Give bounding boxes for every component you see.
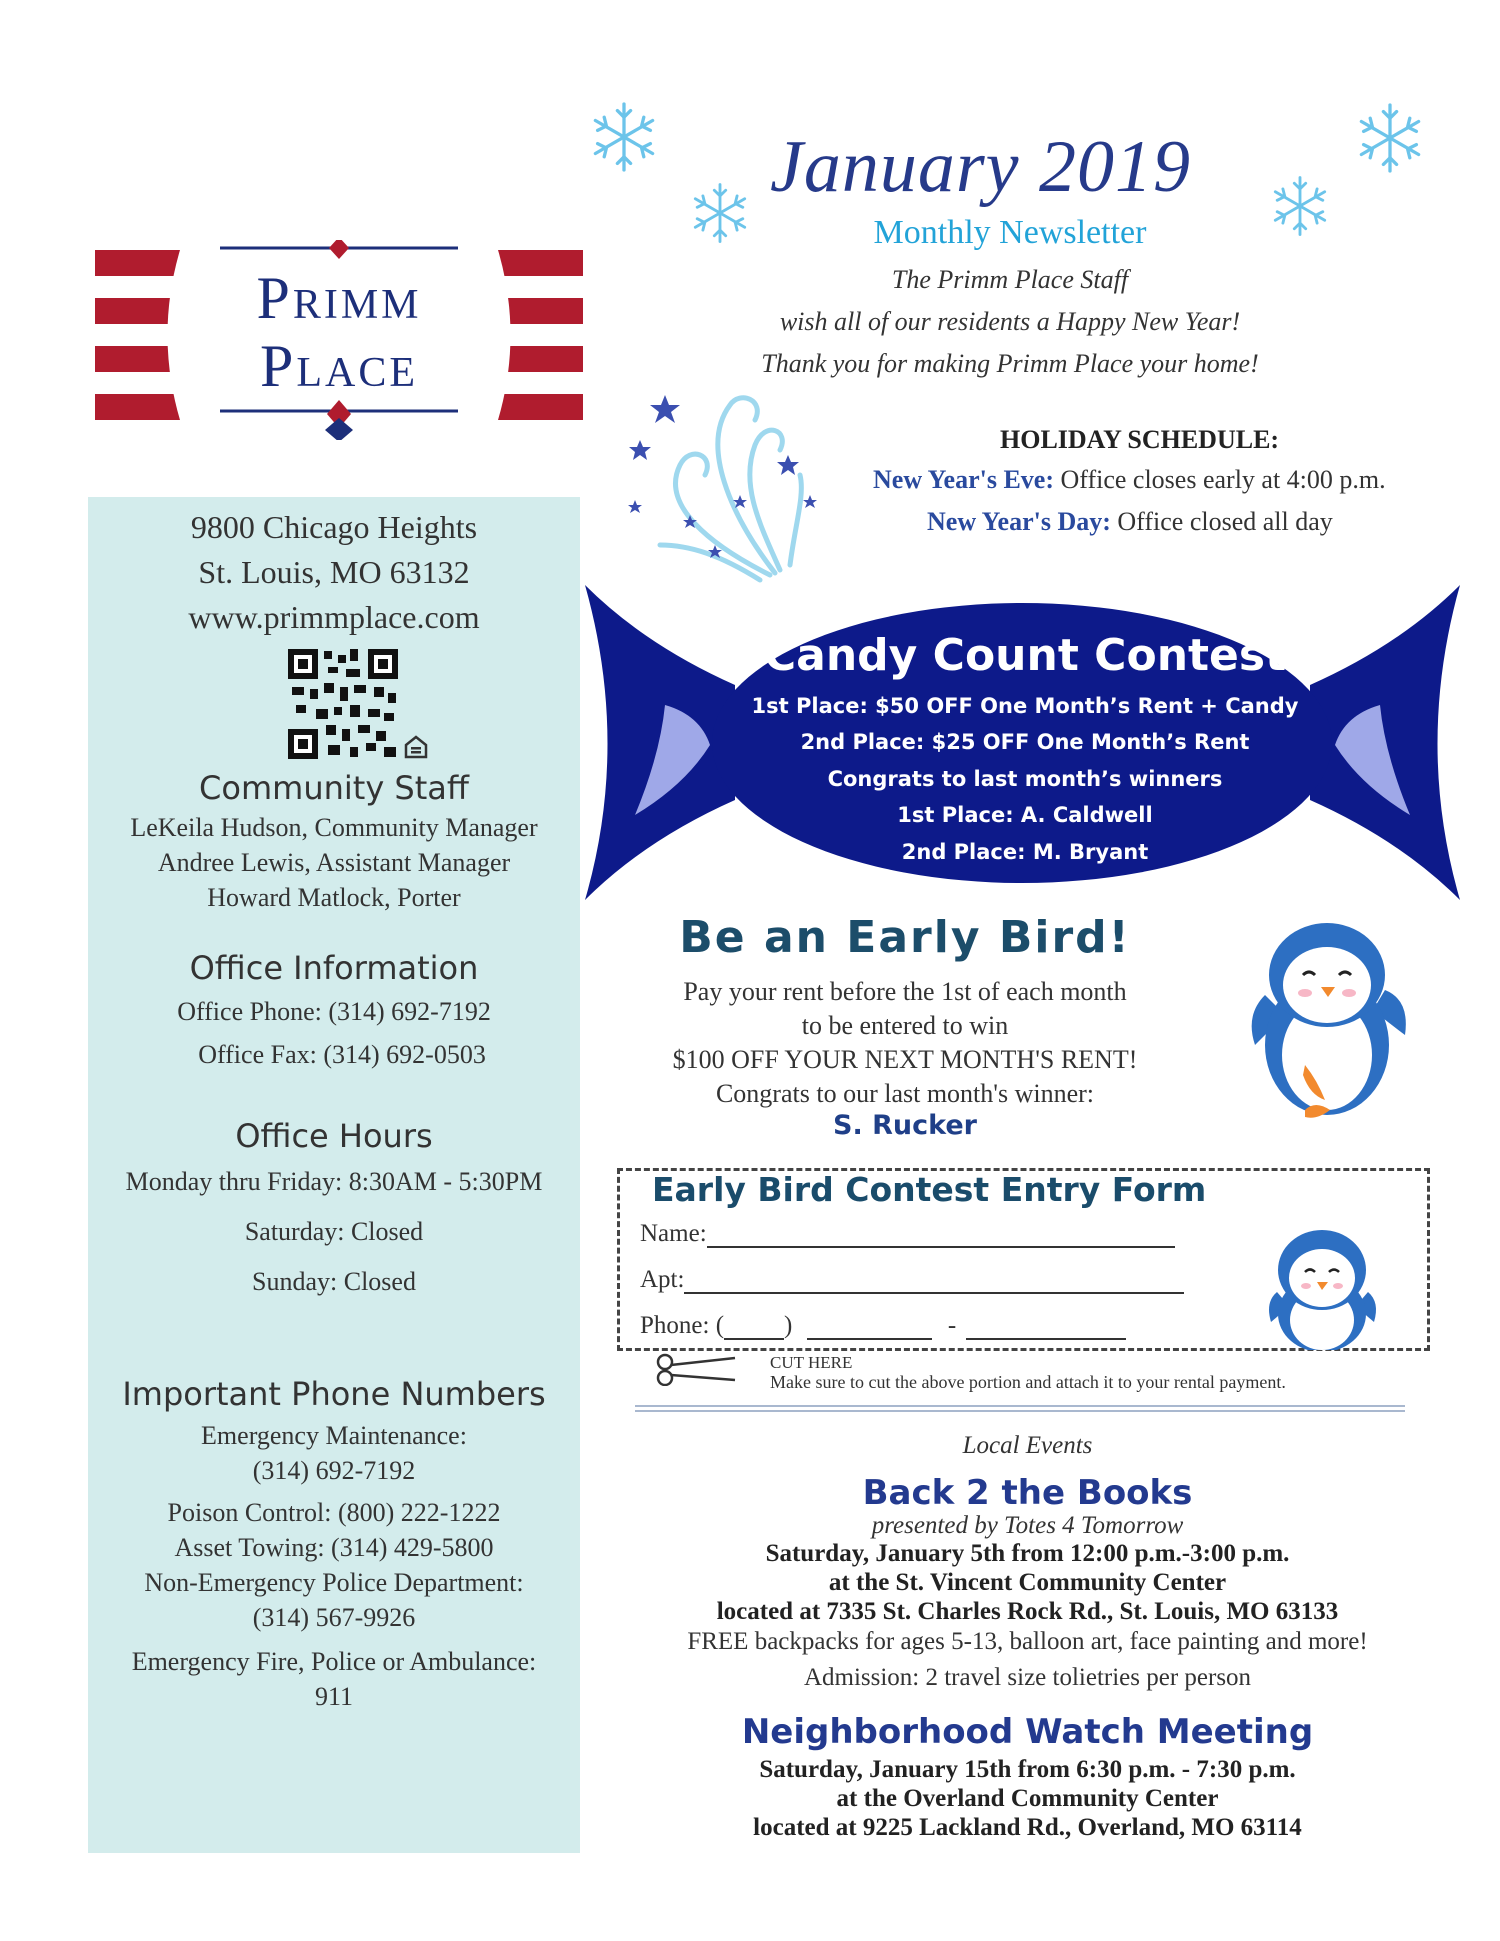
event1-date: Saturday, January 5th from 12:00 p.m.-3:00 p.m. bbox=[765, 1540, 1290, 1567]
fireworks-graphic bbox=[620, 385, 820, 585]
event1-description: FREE backpacks for ages 5-13, balloon art, face painting and more! bbox=[687, 1628, 1368, 1655]
phone-area-field[interactable] bbox=[724, 1316, 784, 1340]
community-staff-heading: Community Staff bbox=[199, 769, 469, 807]
cut-here-note: Make sure to cut the above portion and attach it to your rental payment. bbox=[770, 1372, 1286, 1392]
event1-title: Back 2 the Books bbox=[862, 1473, 1193, 1513]
phone-line-field[interactable] bbox=[966, 1316, 1126, 1340]
website-link[interactable]: www.primmplace.com bbox=[188, 599, 480, 635]
office-phone: Office Phone: (314) 692-7192 bbox=[177, 997, 491, 1026]
local-events-heading: Local Events bbox=[962, 1432, 1093, 1459]
address-line-1: 9800 Chicago Heights bbox=[190, 509, 478, 545]
phone-row bbox=[640, 1312, 1126, 1340]
new-years-day-text: Office closed all day bbox=[1117, 507, 1333, 536]
phone-dash: - bbox=[947, 1312, 957, 1339]
apt-row bbox=[640, 1266, 1184, 1294]
snowflake-icon bbox=[595, 104, 652, 170]
office-hours-heading: Office Hours bbox=[235, 1117, 433, 1155]
penguin-small-illustration bbox=[1265, 1222, 1380, 1350]
phone-entry: Emergency Fire, Police or Ambulance: bbox=[131, 1647, 537, 1676]
early-bird-line: to be entered to win bbox=[801, 1011, 1009, 1040]
new-years-eve-row bbox=[873, 465, 1386, 495]
event1-presenter: presented by Totes 4 Tomorrow bbox=[871, 1512, 1184, 1539]
qr-code bbox=[288, 649, 398, 759]
greeting-line: Thank you for making Primm Place your home! bbox=[761, 349, 1259, 378]
candy-contest-line: 2nd Place: M. Bryant bbox=[901, 840, 1149, 864]
name-field[interactable] bbox=[707, 1224, 1175, 1248]
apt-field[interactable] bbox=[684, 1270, 1184, 1294]
office-fax: Office Fax: (314) 692-0503 bbox=[198, 1040, 486, 1069]
candy-contest-line: 2nd Place: $25 OFF One Month’s Rent bbox=[800, 730, 1250, 754]
phone-entry: (314) 567-9926 bbox=[252, 1603, 416, 1632]
address-line-2: St. Louis, MO 63132 bbox=[198, 554, 470, 590]
early-bird-line: $100 OFF YOUR NEXT MONTH'S RENT! bbox=[672, 1045, 1138, 1074]
phone-prefix-field[interactable] bbox=[807, 1316, 932, 1340]
new-years-eve-label: New Year's Eve: bbox=[873, 465, 1054, 494]
staff-member: LeKeila Hudson, Community Manager bbox=[130, 813, 538, 842]
early-bird-winner: S. Rucker bbox=[833, 1110, 977, 1141]
phone-entry: (314) 692-7192 bbox=[252, 1456, 416, 1485]
logo-line2: Place bbox=[259, 333, 419, 399]
name-label: Name: bbox=[640, 1220, 707, 1247]
event2-date: Saturday, January 15th from 6:30 p.m. - 7:30 p.m. bbox=[759, 1756, 1296, 1783]
greeting-line: wish all of our residents a Happy New Year! bbox=[779, 307, 1241, 336]
event1-admission: Admission: 2 travel size tolietries per person bbox=[803, 1664, 1252, 1691]
scissors-icon bbox=[655, 1352, 745, 1386]
early-bird-title: Be an Early Bird! bbox=[679, 912, 1131, 963]
logo-line1: Primm bbox=[256, 265, 422, 331]
early-bird-line: Congrats to our last month's winner: bbox=[715, 1079, 1095, 1108]
event2-title: Neighborhood Watch Meeting bbox=[741, 1712, 1314, 1752]
new-years-eve-text: Office closes early at 4:00 p.m. bbox=[1060, 465, 1386, 494]
cut-here-label: CUT HERE bbox=[770, 1353, 853, 1372]
candy-contest-line: 1st Place: $50 OFF One Month’s Rent + Candy bbox=[751, 694, 1299, 718]
phone-entry: Asset Towing: (314) 429-5800 bbox=[174, 1533, 494, 1562]
sidebar-panel bbox=[88, 497, 580, 1853]
candy-contest-line: 1st Place: A. Caldwell bbox=[897, 803, 1153, 827]
newsletter-subtitle: Monthly Newsletter bbox=[873, 214, 1147, 251]
hours-saturday: Saturday: Closed bbox=[244, 1217, 424, 1246]
candy-contest-line: Congrats to last month’s winners bbox=[827, 767, 1223, 791]
phone-entry: Non-Emergency Police Department: bbox=[144, 1568, 524, 1597]
phone-entry: Emergency Maintenance: bbox=[201, 1421, 467, 1450]
snowflake-icon bbox=[1275, 178, 1324, 235]
important-phones-heading: Important Phone Numbers bbox=[122, 1375, 546, 1413]
hours-weekday: Monday thru Friday: 8:30AM - 5:30PM bbox=[125, 1167, 543, 1196]
event2-address: located at 9225 Lackland Rd., Overland, MO 63114 bbox=[753, 1814, 1302, 1841]
greeting-line: The Primm Place Staff bbox=[891, 265, 1129, 294]
apt-label: Apt: bbox=[640, 1266, 685, 1293]
new-years-day-row bbox=[927, 507, 1333, 537]
hours-sunday: Sunday: Closed bbox=[252, 1267, 416, 1296]
holiday-schedule-heading: HOLIDAY SCHEDULE: bbox=[1000, 425, 1280, 454]
phone-paren: ) bbox=[784, 1312, 793, 1339]
phone-entry: 911 bbox=[314, 1682, 354, 1711]
staff-member: Andree Lewis, Assistant Manager bbox=[157, 848, 511, 877]
newsletter-title: January 2019 bbox=[770, 126, 1191, 208]
section-divider bbox=[635, 1405, 1405, 1412]
event1-address: located at 7335 St. Charles Rock Rd., St. Louis, MO 63133 bbox=[716, 1598, 1339, 1625]
new-years-day-label: New Year's Day: bbox=[927, 507, 1111, 536]
equal-housing-icon bbox=[404, 735, 428, 759]
entry-form-title: Early Bird Contest Entry Form bbox=[652, 1170, 1207, 1209]
staff-member: Howard Matlock, Porter bbox=[207, 883, 461, 912]
early-bird-line: Pay your rent before the 1st of each month bbox=[683, 977, 1127, 1006]
candy-contest-title: Candy Count Contest bbox=[763, 630, 1287, 681]
name-row bbox=[640, 1220, 1175, 1248]
phone-entry: Poison Control: (800) 222-1222 bbox=[167, 1498, 501, 1527]
event1-venue: at the St. Vincent Community Center bbox=[828, 1569, 1227, 1596]
office-information-heading: Office Information bbox=[189, 949, 479, 987]
snowflake-icon bbox=[695, 185, 744, 242]
snowflake-icon bbox=[1361, 105, 1418, 171]
event2-venue: at the Overland Community Center bbox=[836, 1785, 1219, 1812]
penguin-illustration bbox=[1245, 905, 1410, 1135]
phone-label: Phone: ( bbox=[640, 1312, 725, 1339]
